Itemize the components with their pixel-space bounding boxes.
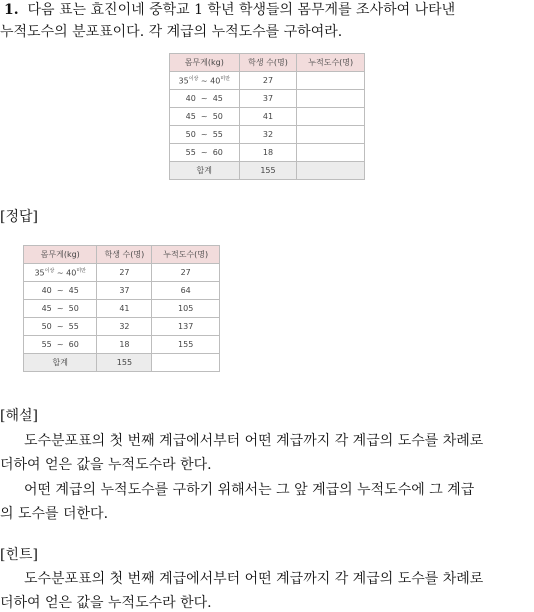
student-count: 37 — [97, 282, 152, 300]
total-count: 155 — [97, 354, 152, 372]
student-count: 41 — [239, 108, 297, 126]
question-number: 1. — [4, 2, 19, 18]
header-count: 학생 수(명) — [239, 54, 297, 72]
weight-range: 55 ~ 60 — [170, 144, 240, 162]
student-count: 32 — [239, 126, 297, 144]
weight-range: 40 ~ 45 — [24, 282, 97, 300]
student-count: 27 — [97, 264, 152, 282]
cumulative-value: 105 — [152, 300, 220, 318]
cumulative-value: 137 — [152, 318, 220, 336]
cumulative-value: 155 — [152, 336, 220, 354]
student-count: 18 — [97, 336, 152, 354]
student-count: 18 — [239, 144, 297, 162]
answer-label: [정답] — [0, 209, 38, 225]
weight-range: 40 ~ 45 — [170, 90, 240, 108]
cumulative-value — [297, 90, 365, 108]
explanation-line-3: 어떤 계급의 누적도수를 구하기 위해서는 그 앞 계급의 누적도수에 그 계급 — [24, 482, 475, 498]
cumulative-value — [297, 144, 365, 162]
header-cumulative: 누적도수(명) — [297, 54, 365, 72]
question-line-2: 누적도수의 분포표이다. 각 계급의 누적도수를 구하여라. — [0, 24, 343, 40]
table-total-row — [170, 162, 365, 180]
cumulative-value — [297, 108, 365, 126]
cumulative-value — [297, 72, 365, 90]
weight-range: 45 ~ 50 — [170, 108, 240, 126]
explanation-label: [해설] — [0, 408, 38, 424]
weight-range: 50 ~ 55 — [24, 318, 97, 336]
question-line-1 — [4, 1, 455, 19]
hint-line-1: 도수분포표의 첫 번째 계급에서부터 어떤 계급까지 각 계급의 도수를 차례로 — [24, 571, 484, 587]
student-count: 27 — [239, 72, 297, 90]
cumulative-value: 64 — [152, 282, 220, 300]
hint-label: [힌트] — [0, 547, 38, 563]
cumulative-value — [297, 126, 365, 144]
table-row — [170, 72, 365, 90]
table-header-row — [24, 246, 220, 264]
question-table — [169, 53, 365, 180]
total-cumulative — [152, 354, 220, 372]
table-row — [24, 264, 220, 282]
explanation-line-4: 의 도수를 더한다. — [0, 506, 109, 522]
table-row — [24, 336, 220, 354]
table-row — [24, 300, 220, 318]
weight-range: 50 ~ 55 — [170, 126, 240, 144]
header-cumulative: 누적도수(명) — [152, 246, 220, 264]
header-weight: 몸무게(kg) — [170, 54, 240, 72]
explanation-line-1: 도수분포표의 첫 번째 계급에서부터 어떤 계급까지 각 계급의 도수를 차례로 — [24, 433, 484, 449]
answer-table — [23, 245, 220, 372]
total-label: 합계 — [24, 354, 97, 372]
weight-range: $35^{이상}$ ~ $40^{미만}$ — [170, 72, 240, 90]
student-count: 37 — [239, 90, 297, 108]
question-text-1: 다음 표는 효진이네 중학교 1 학년 학생들의 몸무게를 조사하여 나타낸 — [27, 2, 456, 18]
hint-line-2: 더하여 얻은 값을 누적도수라 한다. — [0, 595, 212, 611]
header-count: 학생 수(명) — [97, 246, 152, 264]
weight-range: 45 ~ 50 — [24, 300, 97, 318]
total-cumulative — [297, 162, 365, 180]
table-row — [24, 282, 220, 300]
total-label: 합계 — [170, 162, 240, 180]
table-total-row — [24, 354, 220, 372]
table-row — [24, 318, 220, 336]
explanation-line-2: 더하여 얻은 값을 누적도수라 한다. — [0, 457, 212, 473]
table-row — [170, 90, 365, 108]
weight-range: $35^{이상}$ ~ $40^{미만}$ — [24, 264, 97, 282]
header-weight: 몸무게(kg) — [24, 246, 97, 264]
student-count: 32 — [97, 318, 152, 336]
total-count: 155 — [239, 162, 297, 180]
table-row — [170, 108, 365, 126]
cumulative-value: 27 — [152, 264, 220, 282]
table-row — [170, 126, 365, 144]
table-header-row — [170, 54, 365, 72]
weight-range: 55 ~ 60 — [24, 336, 97, 354]
table-row — [170, 144, 365, 162]
student-count: 41 — [97, 300, 152, 318]
